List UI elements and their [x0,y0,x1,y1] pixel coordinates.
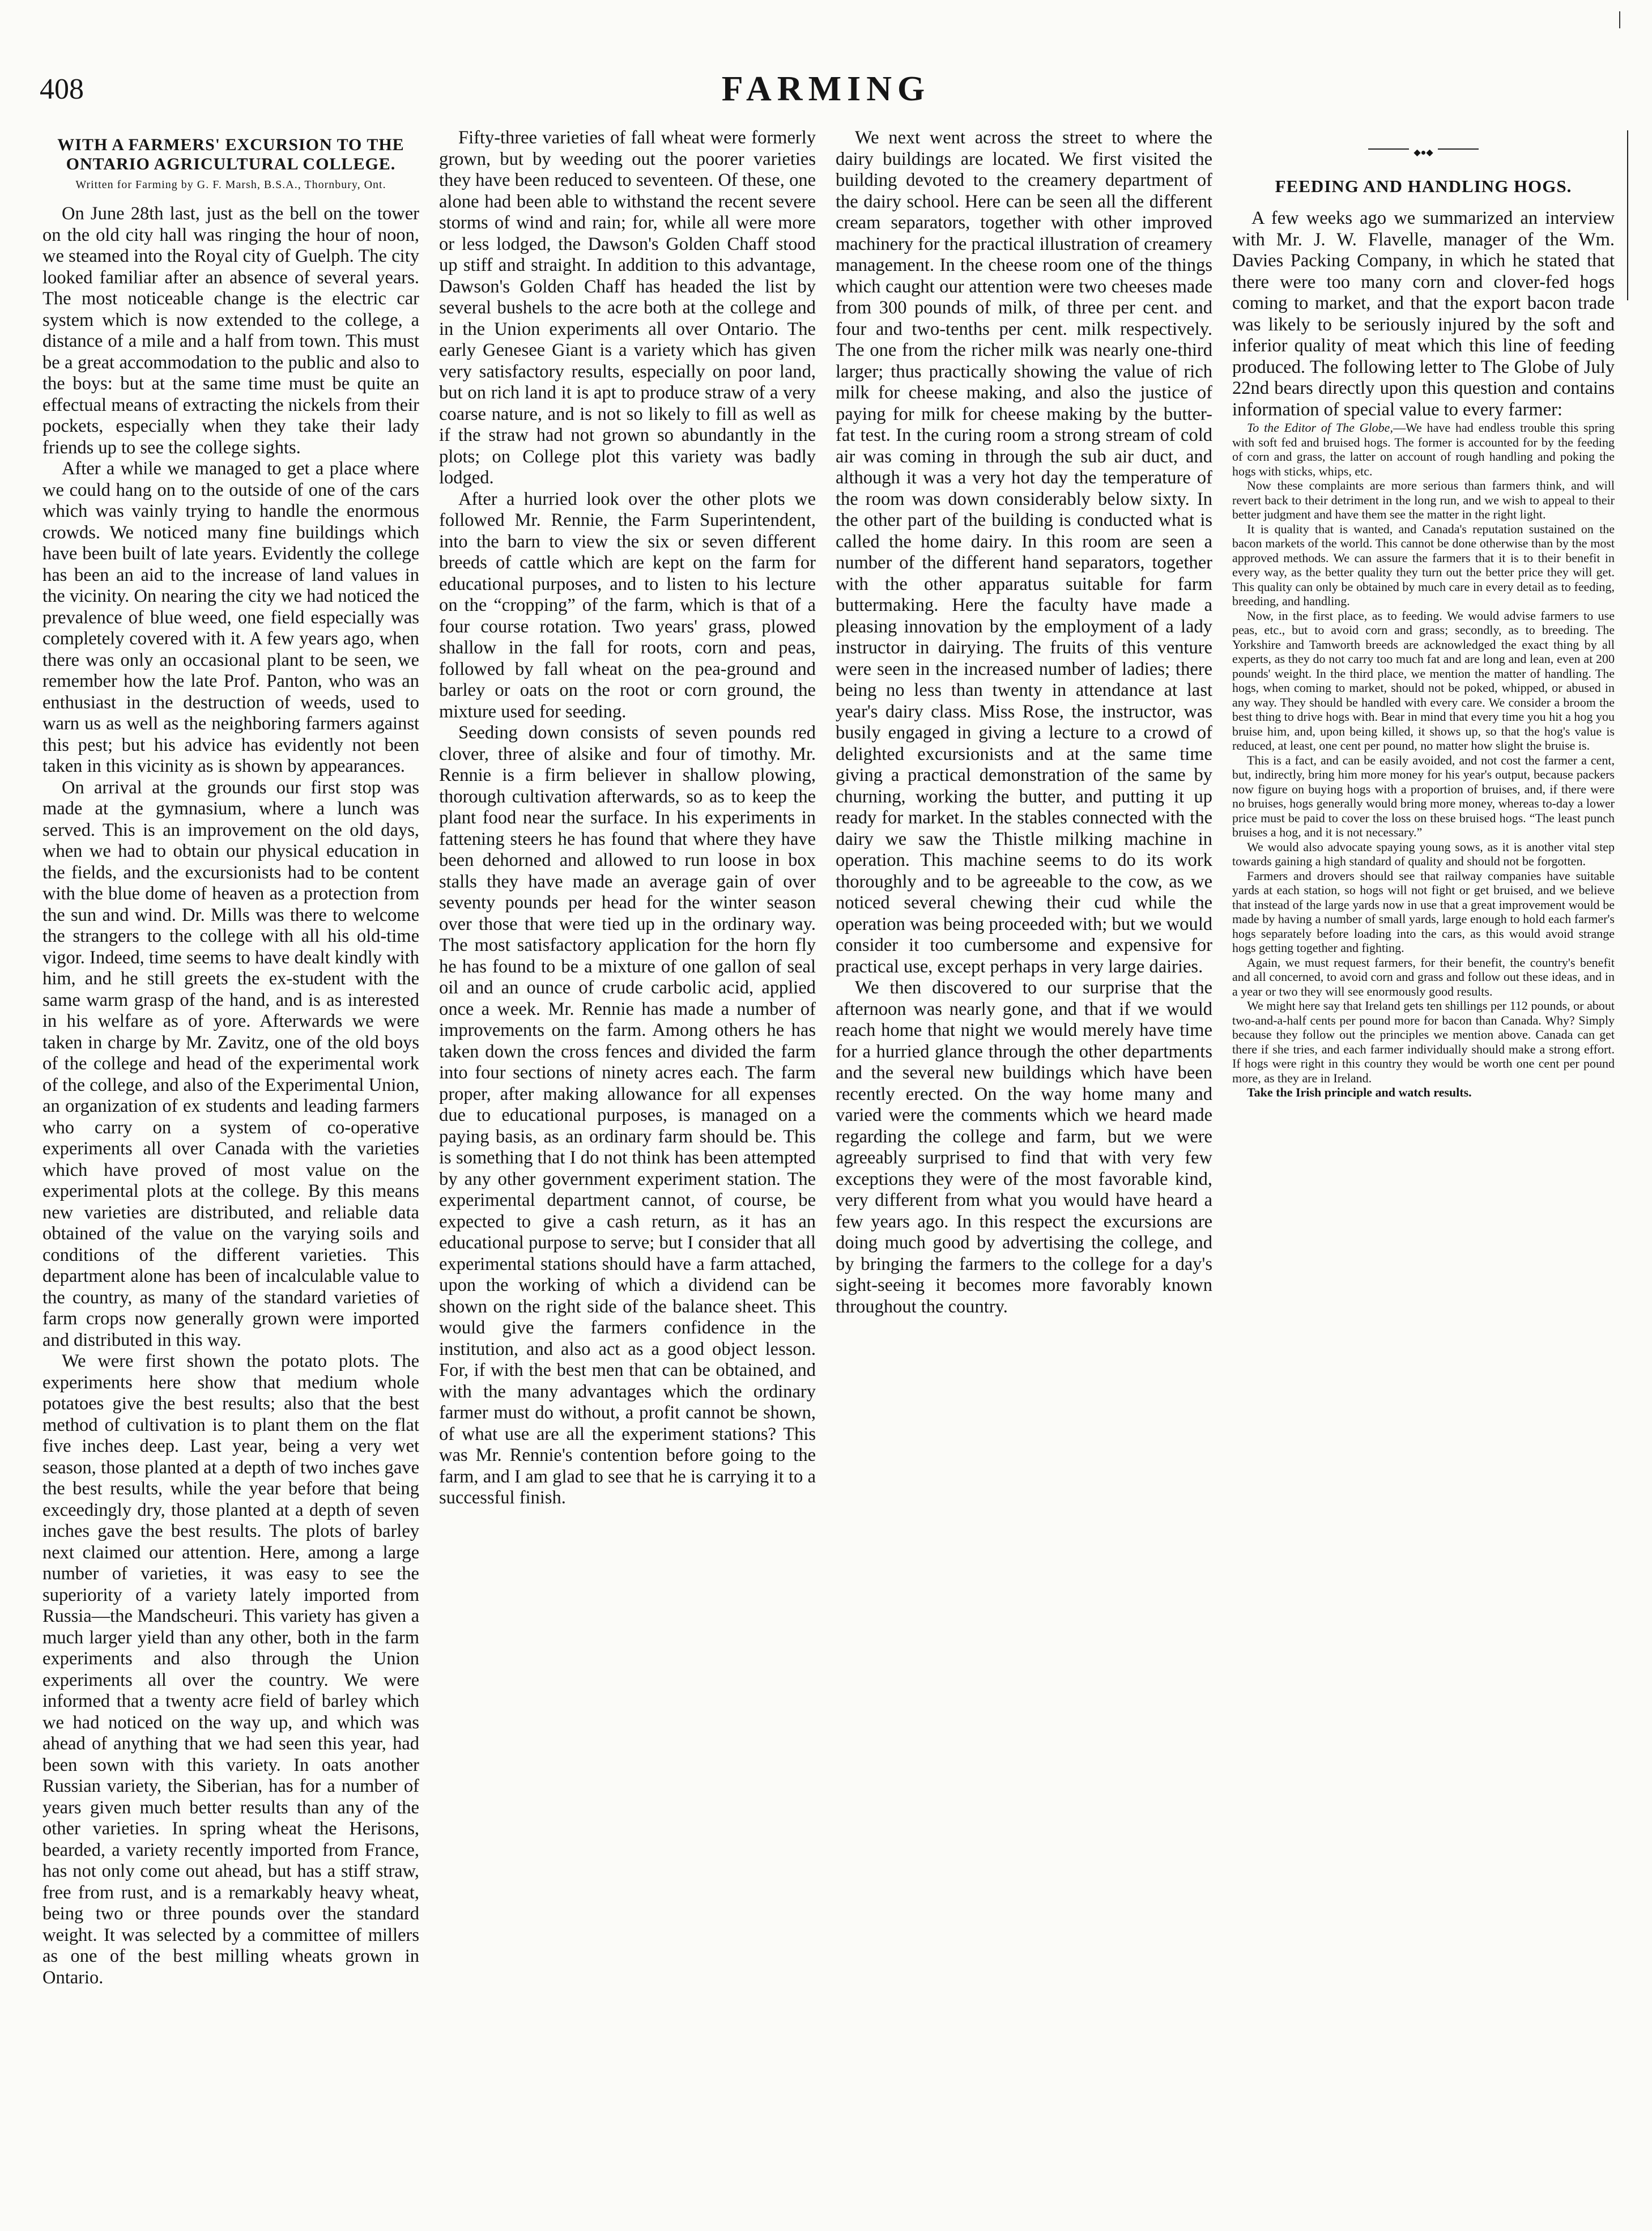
paragraph: Fifty-three varieties of fall wheat were formerly grown, but by weeding out the poorer varieties they have been reduced to seventeen. Of these, one alone had been able to withstand the recent severe storms of wind and rain; for, while all were more or less lodged, the Dawson's Golden Chaff stood up stiff and straight. In addition to this advantage, Dawson's Golden Chaff has headed the list by several bushels to the acre both at the college and in the Union experiments all over Ontario. The early Genesee Giant is a variety which has given very satisfactory results, especially on poor land, but on rich land it is apt to produce straw of a very coarse nature, and is not so likely to fill as well as if the straw had not grown so abundantly in the plots; on College plot this variety was badly lodged. [439,128,816,488]
closing-line: Take the Irish principle and watch results. [1247,1085,1472,1099]
column-2 [439,128,816,2213]
letter-paragraph: We would also advocate spaying young sows, as it is another vital step towards gaining a high standard of quality and should not be forgotten. [1232,839,1615,868]
letter-address: To the Editor of The Globe, [1247,420,1393,435]
divider-ornament-icon: ◆●◆ [1409,148,1437,158]
letter-paragraph: This is a fact, and can be easily avoided, and not cost the farmer a cent, but, indirectly, bring him more money for his year's output, because packers now figure on buying hogs with a proportion of bruises, and, if there were no bruises, hogs generally would bring more money, whereas to-day a lower price must be paid to cover the loss on these bruised hogs. “The least punch bruises a hog, and it is not necessary.” [1232,753,1615,839]
article-byline: Written for Farming by G. F. Marsh, B.S.A., Thornbury, Ont. [75,179,386,191]
paragraph: After a while we managed to get a place where we could hang on to the outside of one of the cars which was vainly trying to handle the enormous crowds. We noticed many fine buildings which have been built of late years. Evidently the college has been an aid to the increase of land values in the vicinity. On nearing the city we had noticed the prevalence of blue weed, one field especially was completely covered with it. A few years ago, when there was only an occasional plant to be seen, we remember how the late Prof. Panton, who was an enthusiast in the destruction of weeds, used to warn us as well as the neighboring farmers against this pest; but his advice has evidently not been taken in this vicinity as is shown by appearances. [42,458,419,776]
paragraph: On June 28th last, just as the bell on the tower on the old city hall was ringing the hour of noon, we steamed into the Royal city of Guelph. The city looked familiar after an absence of several years. The most noticeable change is the electric car system which is now extended to the college, a distance of a mile and a half from town. This must be a great accommodation to the public and also to the boys: but at the same time must be quite an effectual means of extracting the nickels from their pockets, especially when they take their lady friends up to see the college sights. [42,203,419,458]
running-title: FARMING [721,70,931,108]
letter-paragraph: Now, in the first place, as to feeding. We would advise farmers to use peas, etc., but to avoid corn and grass; secondly, as to breeding. The Yorkshire and Tamworth breeds are acknowledged the exact thing by all experts, as they do not carry too much fat and are long and lean, even at 200 pounds' weight. In the third place, we mention the matter of handling. The hogs, when coming to market, should not be poked, whipped, or abused in any way. They should be handled with every care. We consider a broom the best thing to drive hogs with. Bear in mind that every time you hit a hog you bruise him, and, upon being killed, it shows up, so that the hog's value is reduced, at least, one cent per pound, no matter how slight the bruise is. [1232,608,1615,753]
column-1 [42,128,419,2213]
quoted-letter [1232,420,1615,1100]
paragraph: A few weeks ago we summarized an interview with Mr. J. W. Flavelle, manager of the Wm. Davies Packing Company, in which he stated that there were too many corn and clover-fed hogs coming to market, and that the export bacon trade was likely to be seriously injured by the soft and inferior quality of meat which this line of feeding produced. The following letter to The Globe of July 22nd bears directly upon this question and contains information of special value to every farmer: [1232,208,1615,420]
paragraph: We next went across the street to where the dairy buildings are located. We first visited the building devoted to the creamery department of the dairy school. Here can be seen all the different cream separators, together with other improved machinery for the practical illustration of creamery management. In the cheese room one of the things which caught our attention were two cheeses made from 300 pounds of milk, of three per cent. and four and two-tenths per cent. milk respectively. The one from the richer milk was nearly one-third larger; thus practically showing the value of rich milk for cheese making, and also the justice of paying for milk for cheese making by the butter-fat test. In the curing room a strong stream of cold air was coming in through the sub air duct, and although it was a very hot day the temperature of the room was down considerably below sixty. In the other part of the building is conducted what is called the home dairy. In this room are seen a number of the different hand separators, together with the other apparatus suitable for farm buttermaking. Here the faculty have made a pleasing innovation by the employment of a lady instructor in dairying. The fruits of this venture were seen in the increased number of ladies; there being no less than twenty in attendance at last year's dairy class. Miss Rose, the instructor, was busily engaged in giving a lecture to a crowd of delighted excursionists and at the same time giving a practical demonstration of the same by churning, working the butter, and putting it up ready for market. In the stables connected with the dairy we saw the Thistle milking machine in operation. This machine seems to do its work thoroughly and to be agreeable to the cow, as we noticed several chewing their cud while the operation was being proceeded with; but we would consider it too cumbersome and expensive for practical use, except perhaps in very large dairies. [836,128,1212,977]
section-divider [1232,147,1615,158]
letter-paragraph [1232,420,1615,478]
letter-paragraph: It is quality that is wanted, and Canada's reputation sustained on the bacon markets of the world. This cannot be done otherwise than by the most approved methods. We can assure the farmers that it is to their benefit in every way, as the better quality they turn out the better price they will get. This quality can only be obtained by much care in every detail as to feeding, breeding, and handling. [1232,521,1615,608]
column-4 [1232,128,1615,2213]
margin-mark [1619,11,1620,28]
column-3 [836,128,1212,2213]
letter-paragraph: Farmers and drovers should see that railway companies have suitable yards at each station, so hogs will not fight or get bruised, and we believe that instead of the large yards now in use that a great improvement would be made by having a number of small yards, large enough to hold each farmer's hogs separately before loading into the cars, as this would avoid strange hogs getting together and fighting. [1232,868,1615,955]
article-headline: WITH A FARMERS' EXCURSION TO THE ONTARIO AGRICULTURAL COLLEGE. [57,135,405,173]
paragraph: We then discovered to our surprise that the afternoon was nearly gone, and that if we would reach home that night we would merely have time for a hurried glance through the other departments and the several new buildings which have been recently erected. On the way home many and varied were the comments which we heard made regarding the college and farm, but we were agreeably surprised to find that with very few exceptions they were of the most favorable kind, very different from what you would have heard a few years ago. In this respect the excursions are doing much good by advertising the college, and by bringing the farmers to the college for a day's sight-seeing it becomes more favorably known throughout the country. [836,978,1212,1317]
letter-paragraph: We might here say that Ireland gets ten shillings per 112 pounds, or about two-and-a-half cents per pound more for bacon than Canada. Why? Simply because they follow out the principles we mention above. Canada can get there if she tries, and each farmer individually should make a strong effort. If hogs were right in this country they would be worth one cent per pound more, as they are in Ireland. [1232,998,1615,1085]
text-columns [42,128,1615,2213]
letter-paragraph: Now these complaints are more serious than farmers think, and will revert back to their detriment in the long run, and we wish to appeal to their better judgment and have them see the matter in the right light. [1232,478,1615,521]
page-header [0,0,1652,130]
paragraph: Seeding down consists of seven pounds red clover, three of alsike and four of timothy. Mr. Rennie is a firm believer in shallow plowing, thorough cultivation afterwards, so as to keep the plant food near the surface. In his experiments in fattening steers he has found that where they have been dehorned and allowed to run loose in box stalls they have made an average gain of over seventy pounds per head for the winter season over those that were tied up in the ordinary way. The most satisfactory application for the horn fly he has found to be a mixture of one gallon of seal oil and an ounce of crude carbolic acid, applied once a week. Mr. Rennie has made a number of improvements on the farm. Among others he has taken down the cross fences and divided the farm into four sections of ninety acres each. The farm proper, after making allowance for all expenses due to educational purposes, is managed on a paying basis, as an ordinary farm should be. This is something that I do not think has been attempted by any other government experiment station. The experimental department cannot, of course, be expected to give a cash return, as it has an educational purpose to serve; but I consider that all experimental stations should have a farm attached, upon the working of which a dividend can be shown on the right side of the balance sheet. This would give the farmers confidence in the institution, and also act as a good object lesson. For, if with the best men that can be obtained, and with the many advantages which the ordinary farmer must do without, a profit cannot be shown, of what use are all the experiment stations? This was Mr. Rennie's contention before going to the farm, and I am glad to see that he is carrying it to a successful finish. [439,723,816,1508]
article-headline: FEEDING AND HANDLING HOGS. [1275,176,1572,196]
letter-paragraph: Again, we must request farmers, for their benefit, the country's benefit and all concerned, to avoid corn and grass and follow out these ideas, and in a year or two they will see enormously good results. [1232,955,1615,998]
margin-rule [1627,130,1628,300]
letter-text: —We have had endless trouble this spring with soft fed and bruised hogs. The former is accounted for by the feeding of corn and grass, the latter on account of rough handling and poking the hogs with sticks, whips, etc. [1232,420,1615,478]
page-number: 408 [40,73,84,105]
paragraph: After a hurried look over the other plots we followed Mr. Rennie, the Farm Superintendent, into the barn to view the six or seven different breeds of cattle which are kept on the farm for educational purposes, and to listen to his lecture on the “cropping” of the farm, which is that of a four course rotation. Two years' grass, plowed shallow in the fall for roots, corn and peas, followed by fall wheat on the pea-ground and barley or oats on the root or corn ground, the mixture used for seeding. [439,488,816,722]
paragraph: On arrival at the grounds our first stop was made at the gymnasium, where a lunch was served. This is an improvement on the old days, when we had to obtain our physical education in the fields, and the excursionists had to be content with the blue dome of heaven as a protection from the sun and wind. Dr. Mills was there to welcome the strangers to the college with all his old-time vigor. Indeed, time seems to have dealt kindly with him, and he still greets the ex-student with the same warm grasp of the hand, and is as interested in his welfare as of yore. Afterwards we were taken in charge by Mr. Zavitz, one of the old boys of the college and head of the experimental work of the college, and also of the Experimental Union, an organization of ex students and leading farmers who carry on a system of co-operative experiments all over Canada with the varieties which have proved of most value on the experimental plots at the college. By this means new varieties are distributed, and reliable data obtained of the value on the varying soils and conditions of the different varieties. This department alone has been of incalculable value to the country, as many of the standard varieties of farm crops now generally grown were imported and distributed in this way. [42,777,419,1350]
paragraph: We were first shown the potato plots. The experiments here show that medium whole potatoes give the best results; also that the best method of cultivation is to plant them on the flat five inches deep. Last year, being a very wet season, those planted at a depth of two inches gave the best results, while the year before that being exceedingly dry, those planted at a depth of seven inches gave the best results. The plots of barley next claimed our attention. Here, among a large number of varieties, it was easy to see the superiority of a variety lately imported from Russia—the Mandscheuri. This variety has given a much larger yield than any other, both in the farm experiments and also through the Union experiments all over the country. We were informed that a twenty acre field of barley which we had noticed on the way up, and which was ahead of anything that we had seen this year, had been sown with this variety. In oats another Russian variety, the Siberian, has for a number of years given much better results than any of the other varieties. In spring wheat the Herisons, bearded, a variety recently imported from France, has not only come out ahead, but has a stiff straw, free from rust, and is a remarkably heavy wheat, being two or three pounds over the standard weight. It was selected by a committee of millers as one of the best milling wheats grown in Ontario. [42,1351,419,1988]
